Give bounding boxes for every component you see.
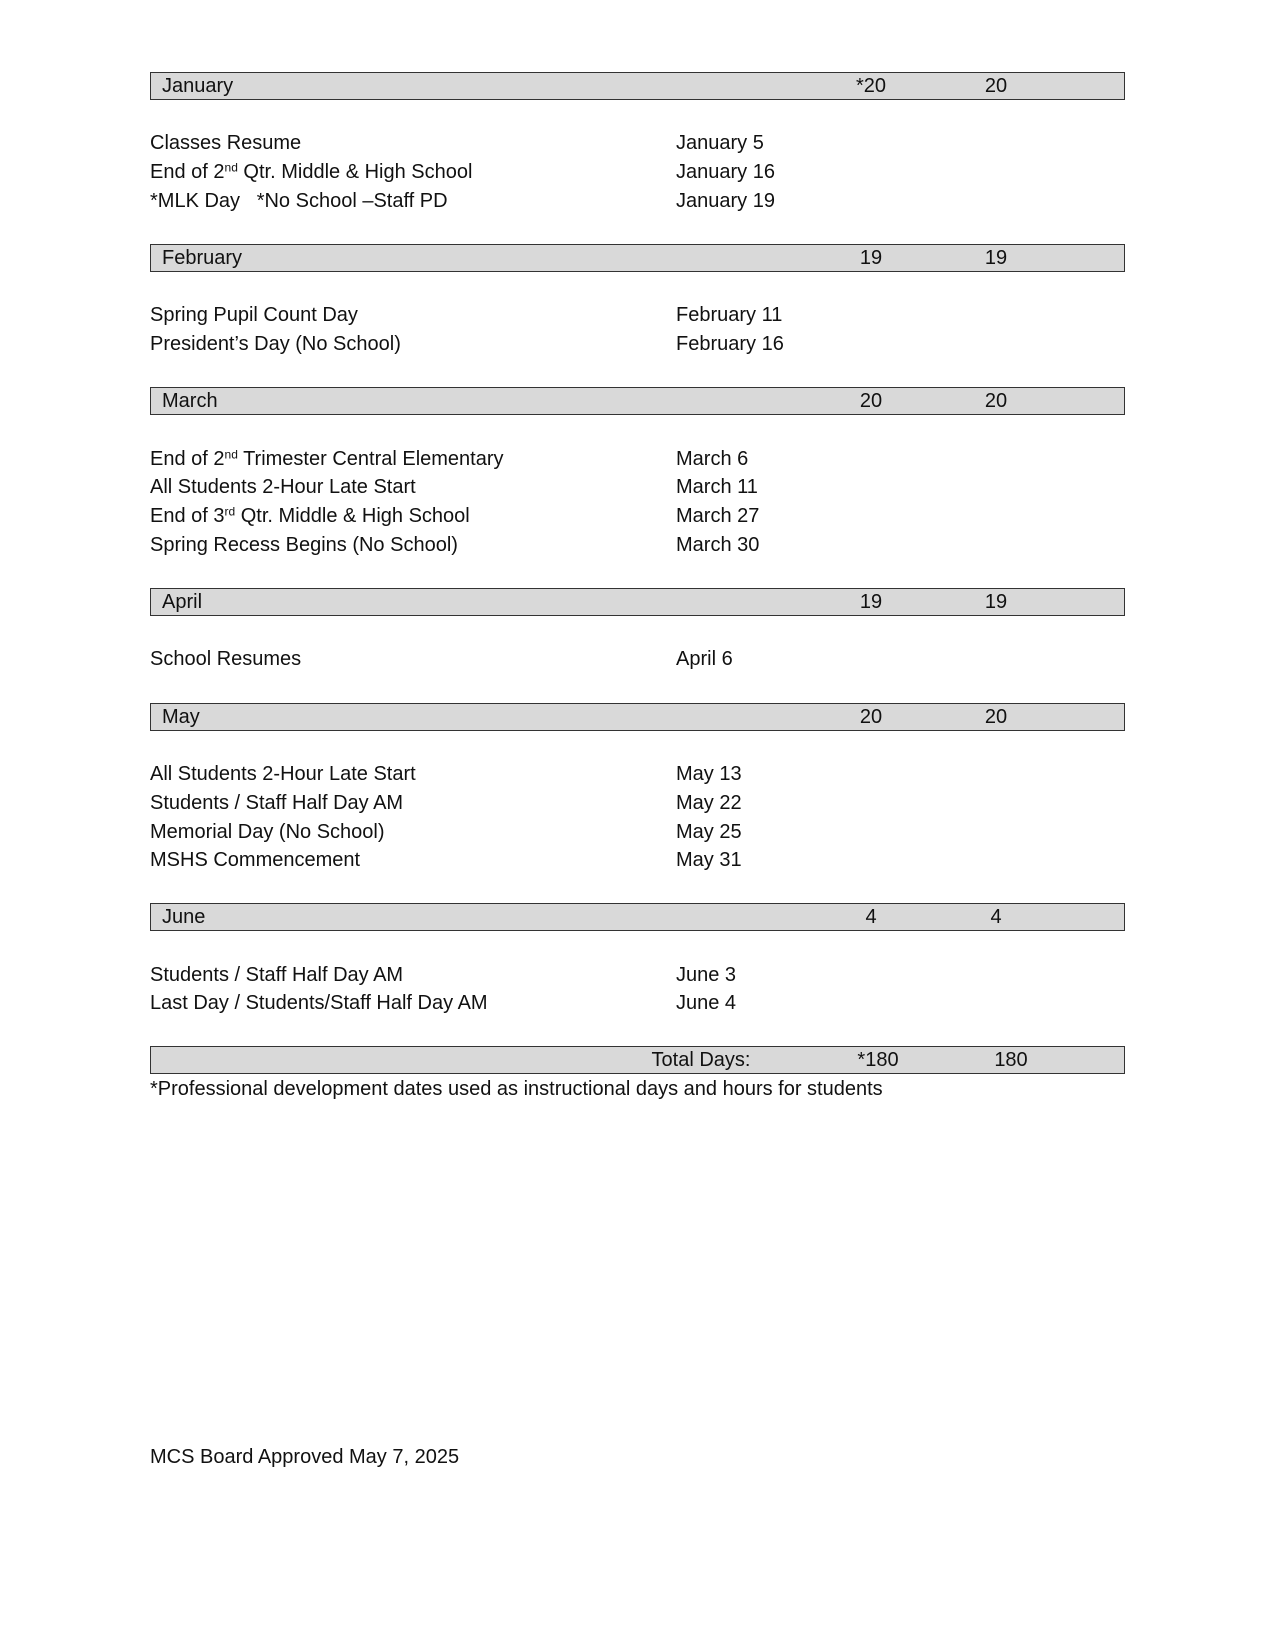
event-label: Memorial Day (No School) (150, 821, 385, 843)
footnote: *Professional development dates used as instructional days and hours for students (150, 1078, 883, 1100)
event-row (150, 845, 1125, 875)
event-row (150, 644, 1125, 674)
month-name: June (162, 906, 206, 928)
event-label: *MLK Day *No School –Staff PD (150, 190, 448, 212)
event-date: May 31 (676, 849, 742, 871)
event-label: End of 3rd Qtr. Middle & High School (150, 504, 470, 527)
event-label: Spring Recess Begins (No School) (150, 534, 458, 556)
event-row (150, 186, 1125, 216)
month-name: May (162, 706, 200, 728)
event-date: May 25 (676, 821, 742, 843)
event-label: All Students 2-Hour Late Start (150, 763, 416, 785)
month-header-april (150, 588, 1125, 616)
total-day-count-a: *180 (857, 1049, 899, 1071)
month-day-count-b: 20 (984, 706, 1008, 728)
event-label: Last Day / Students/Staff Half Day AM (150, 992, 488, 1014)
event-label: Spring Pupil Count Day (150, 304, 358, 326)
month-name: April (162, 591, 203, 613)
event-row (150, 329, 1125, 359)
event-date: March 11 (676, 476, 758, 498)
month-header-january (150, 72, 1125, 100)
event-date: April 6 (676, 648, 733, 670)
month-header-may (150, 703, 1125, 731)
month-header-march (150, 387, 1125, 415)
event-label: End of 2nd Trimester Central Elementary (150, 447, 504, 470)
event-date: January 5 (676, 132, 764, 154)
month-day-count-b: 20 (984, 390, 1008, 412)
event-row (150, 960, 1125, 990)
event-row (150, 444, 1125, 474)
event-row (150, 128, 1125, 158)
event-row (150, 157, 1125, 187)
event-label: Students / Staff Half Day AM (150, 964, 404, 986)
event-label: All Students 2-Hour Late Start (150, 476, 416, 498)
month-day-count-a: 4 (865, 906, 877, 928)
event-row (150, 759, 1125, 789)
event-date: March 27 (676, 505, 760, 527)
event-date: June 4 (676, 992, 737, 1014)
event-row (150, 501, 1125, 531)
event-label: End of 2nd Qtr. Middle & High School (150, 160, 473, 183)
month-header-february (150, 244, 1125, 272)
month-day-count-a: *20 (855, 75, 887, 97)
total-days-bar (150, 1046, 1125, 1074)
event-row (150, 817, 1125, 847)
month-day-count-b: 19 (984, 247, 1008, 269)
total-days-label: Total Days: (651, 1049, 751, 1071)
event-label: Classes Resume (150, 132, 302, 154)
approval-footer: MCS Board Approved May 7, 2025 (150, 1446, 460, 1468)
month-day-count-a: 19 (859, 591, 883, 613)
month-day-count-a: 20 (859, 706, 883, 728)
month-name: February (162, 247, 243, 269)
month-day-count-b: 4 (990, 906, 1002, 928)
month-name: March (162, 390, 218, 412)
total-day-count-b: 180 (994, 1049, 1028, 1071)
month-day-count-a: 20 (859, 390, 883, 412)
month-day-count-b: 19 (984, 591, 1008, 613)
event-row (150, 300, 1125, 330)
event-date: February 11 (676, 304, 783, 326)
event-date: January 16 (676, 161, 775, 183)
event-label: MSHS Commencement (150, 849, 361, 871)
month-header-june (150, 903, 1125, 931)
event-date: March 30 (676, 534, 760, 556)
event-row (150, 472, 1125, 502)
event-date: June 3 (676, 964, 737, 986)
month-name: January (162, 75, 234, 97)
event-label: School Resumes (150, 648, 302, 670)
event-label: Students / Staff Half Day AM (150, 792, 404, 814)
event-date: January 19 (676, 190, 775, 212)
event-label: President’s Day (No School) (150, 333, 401, 355)
event-row (150, 530, 1125, 560)
event-row (150, 788, 1125, 818)
event-date: February 16 (676, 333, 784, 355)
event-row (150, 988, 1125, 1018)
month-day-count-a: 19 (859, 247, 883, 269)
month-day-count-b: 20 (984, 75, 1008, 97)
event-date: May 13 (676, 763, 742, 785)
event-date: May 22 (676, 792, 742, 814)
event-date: March 6 (676, 448, 749, 470)
